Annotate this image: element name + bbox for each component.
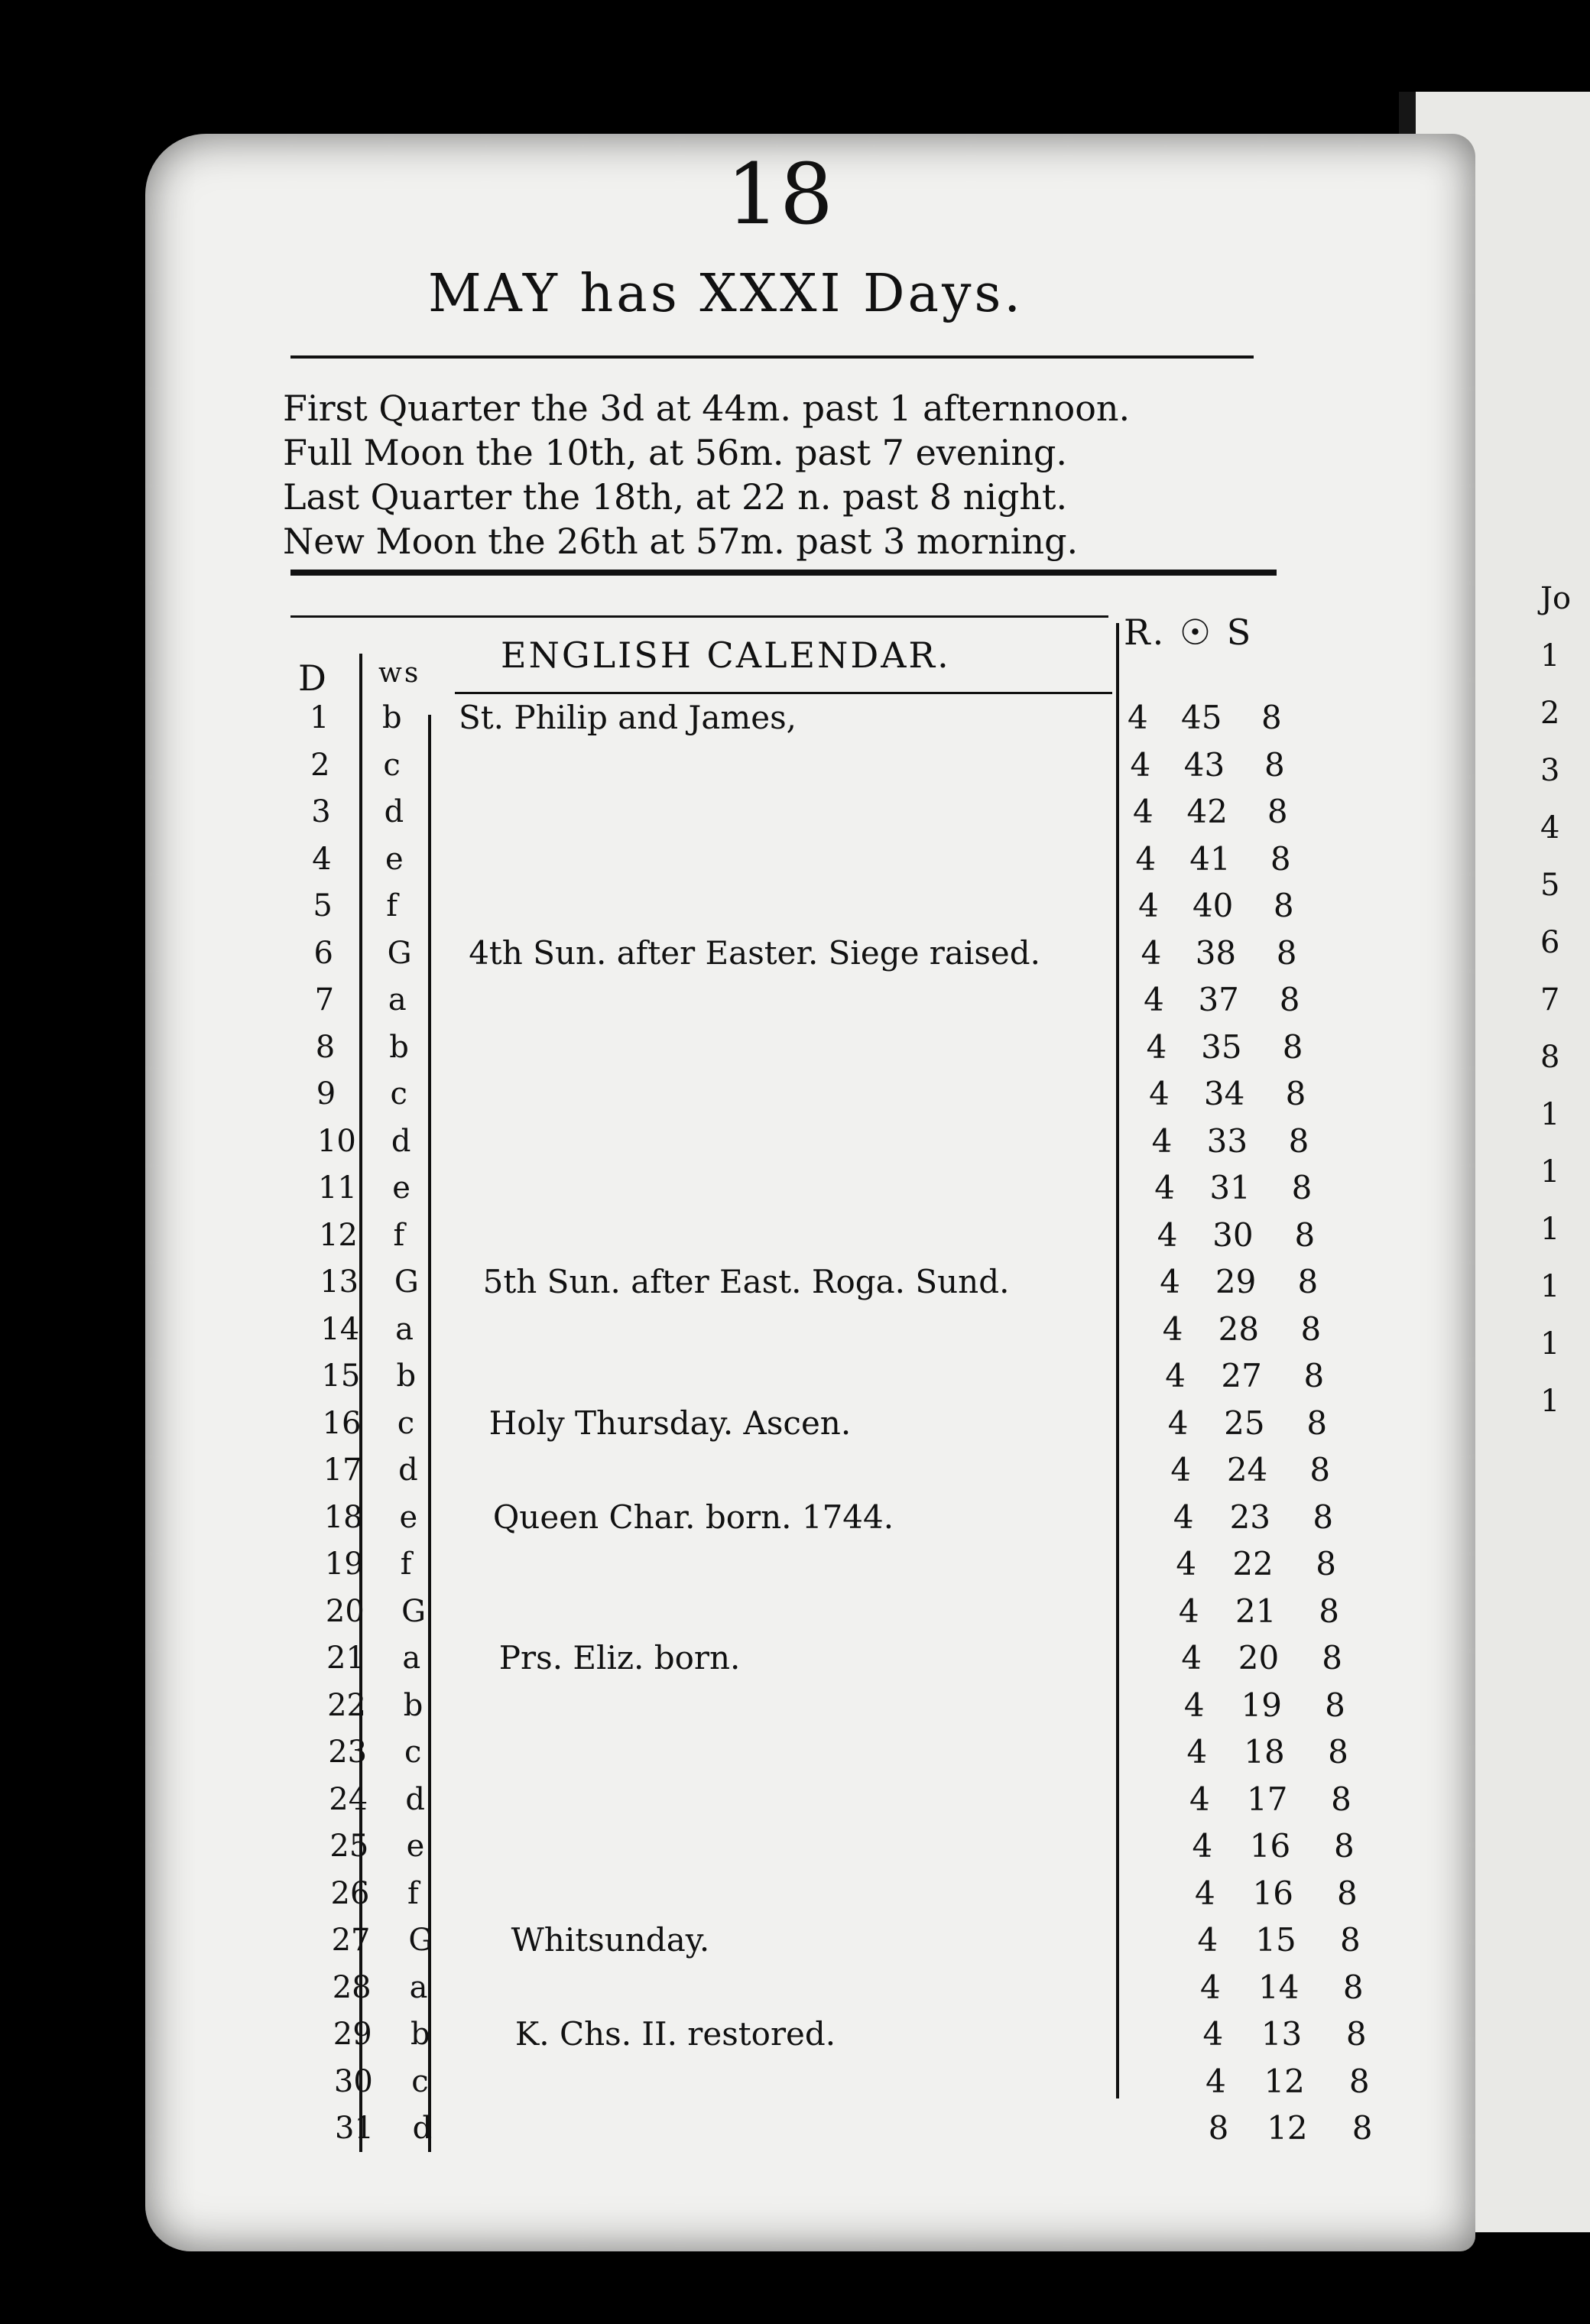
facing-page-fragment: 2: [1540, 696, 1560, 731]
sunrise-hour: 4: [1205, 2062, 1226, 2100]
event-text: Queen Char. born. 1744.: [492, 1498, 894, 1536]
sunrise-minutes: 27: [1221, 1357, 1262, 1394]
week-letter: G: [394, 1264, 419, 1300]
sunset-hour: 8: [1270, 839, 1291, 878]
sunrise-hour: 4: [1162, 1310, 1183, 1348]
sunrise-minutes: 23: [1229, 1498, 1271, 1536]
sunset-hour: 8: [1322, 1639, 1342, 1676]
day-number: 20: [325, 1593, 365, 1629]
day-number: 10: [316, 1123, 356, 1159]
sunset-hour: 8: [1352, 2109, 1373, 2147]
day-number: 7: [314, 982, 335, 1018]
sunset-hour: 8: [1328, 1733, 1348, 1771]
day-number: 9: [316, 1076, 336, 1112]
week-letter: b: [403, 1687, 423, 1723]
day-number: 15: [321, 1358, 361, 1394]
sunrise-minutes: 20: [1238, 1639, 1280, 1676]
sunset-hour: 8: [1319, 1592, 1339, 1630]
event-text: St. Philip and James,: [459, 699, 797, 736]
sunrise-hour: 4: [1186, 1733, 1208, 1771]
facing-page-fragment: 1: [1540, 1154, 1560, 1190]
sunrise-hour: 4: [1165, 1357, 1186, 1394]
sunrise-minutes: 33: [1206, 1121, 1248, 1160]
facing-page-fragment: 7: [1540, 982, 1560, 1018]
sunset-hour: 8: [1334, 1827, 1355, 1865]
day-number: 28: [332, 1969, 372, 2005]
facing-page-fragment: 1: [1540, 1212, 1560, 1247]
sunrise-hour: 4: [1138, 887, 1159, 924]
sunrise-hour: 4: [1170, 1451, 1192, 1488]
week-letter: f: [393, 1217, 405, 1253]
week-letter: e: [399, 1499, 418, 1535]
title-rule: [290, 355, 1254, 359]
sunrise-minutes: 31: [1209, 1169, 1251, 1206]
day-number: 6: [313, 935, 333, 971]
header-week: ws: [378, 657, 421, 689]
sunrise-minutes: 28: [1218, 1310, 1260, 1348]
week-letter: a: [402, 1641, 421, 1676]
week-letter: d: [398, 1452, 418, 1488]
day-number: 17: [323, 1452, 362, 1488]
week-letter: e: [406, 1829, 425, 1864]
event-text: Holy Thursday. Ascen.: [488, 1404, 852, 1442]
moon-phase-first-quarter: First Quarter the 3d at 44m. past 1 afternnoon.: [283, 388, 1131, 429]
sunrise-minutes: 19: [1241, 1686, 1282, 1724]
sunset-hour: 8: [1285, 1075, 1306, 1112]
sunrise-hour: 4: [1130, 745, 1151, 784]
sunrise-minutes: 34: [1203, 1075, 1245, 1112]
sunrise-minutes: 37: [1198, 981, 1239, 1018]
sunrise-minutes: 15: [1255, 1921, 1296, 1959]
day-number: 18: [323, 1499, 363, 1535]
day-number: 25: [329, 1829, 369, 1864]
day-number: 16: [322, 1405, 362, 1441]
day-number: 12: [319, 1217, 358, 1253]
sunset-hour: 8: [1342, 1968, 1364, 2006]
sunrise-hour: 4: [1141, 933, 1162, 972]
day-number: 31: [335, 2111, 374, 2146]
day-number: 27: [331, 1923, 371, 1958]
week-letter: c: [383, 747, 401, 783]
week-letter: f: [407, 1875, 419, 1911]
sunrise-hour: 4: [1135, 839, 1157, 878]
sunrise-minutes: 42: [1186, 793, 1228, 830]
sunrise-hour: 4: [1200, 1968, 1221, 2006]
header-calendar: ENGLISH CALENDAR.: [501, 635, 951, 676]
facing-page-fragment: Jo: [1540, 581, 1572, 616]
day-number: 29: [333, 2017, 372, 2052]
sunrise-minutes: 16: [1249, 1827, 1291, 1865]
sunrise-hour: 4: [1189, 1780, 1210, 1818]
sunrise-minutes: 25: [1224, 1404, 1265, 1442]
day-number: 8: [315, 1029, 336, 1065]
sunset-hour: 8: [1306, 1404, 1328, 1442]
week-letter: f: [400, 1547, 412, 1582]
event-text: Prs. Eliz. born.: [498, 1639, 741, 1676]
facing-page-fragment: 4: [1540, 810, 1560, 846]
sunrise-minutes: 30: [1212, 1216, 1254, 1254]
table-top-rule: [290, 570, 1277, 576]
week-letter: d: [391, 1123, 411, 1159]
day-number: 13: [320, 1264, 359, 1300]
facing-page-fragment: 1: [1540, 1326, 1560, 1362]
sunset-hour: 8: [1345, 2015, 1367, 2053]
week-letter: G: [387, 935, 412, 971]
sunset-hour: 8: [1300, 1310, 1322, 1348]
sunset-hour: 8: [1261, 699, 1282, 736]
sunset-hour: 8: [1325, 1686, 1345, 1724]
week-letter: d: [384, 794, 404, 829]
sunrise-hour: 4: [1192, 1827, 1213, 1865]
moon-phases: [283, 386, 1130, 563]
week-letter: c: [411, 2063, 429, 2099]
week-letter: a: [388, 982, 407, 1018]
day-number: 14: [320, 1311, 360, 1347]
sunset-hour: 8: [1348, 2062, 1370, 2100]
sunrise-minutes: 18: [1244, 1733, 1285, 1771]
sunrise-hour: 4: [1151, 1121, 1173, 1160]
sunrise-minutes: 17: [1247, 1780, 1288, 1818]
column-divider-calendar: [1116, 623, 1119, 2098]
day-number: 2: [310, 747, 330, 783]
sunrise-hour: 4: [1128, 699, 1148, 736]
sunrise-hour: 4: [1133, 793, 1154, 830]
sunrise-hour: 4: [1154, 1169, 1175, 1206]
day-number: 4: [312, 841, 332, 877]
moon-phase-last-quarter: Last Quarter the 18th, at 22 n. past 8 night.: [283, 476, 1068, 518]
week-letter: b: [382, 700, 402, 735]
sunset-hour: 8: [1273, 887, 1294, 924]
day-number: 24: [329, 1781, 368, 1817]
week-letter: f: [386, 888, 398, 923]
sunset-hour: 8: [1337, 1874, 1358, 1912]
sunset-hour: 8: [1331, 1780, 1352, 1818]
week-letter: a: [409, 1969, 428, 2005]
sunrise-hour: 8: [1208, 2109, 1229, 2147]
facing-page-fragment: 1: [1540, 638, 1560, 674]
sunrise-hour: 4: [1157, 1216, 1178, 1254]
day-number: 30: [333, 2063, 373, 2099]
sunset-hour: 8: [1313, 1498, 1334, 1536]
day-number: 5: [313, 888, 333, 923]
day-number: 1: [310, 700, 329, 735]
sunrise-hour: 4: [1202, 2015, 1224, 2053]
week-letter: a: [395, 1311, 414, 1347]
sunset-hour: 8: [1309, 1451, 1331, 1488]
sunset-hour: 8: [1276, 933, 1297, 972]
sunrise-hour: 4: [1183, 1686, 1205, 1724]
sunset-hour: 8: [1267, 793, 1288, 830]
day-number: 19: [324, 1547, 364, 1582]
event-text: 5th Sun. after East. Roga. Sund.: [482, 1263, 1010, 1300]
sunset-hour: 8: [1294, 1216, 1316, 1254]
sunrise-minutes: 12: [1267, 2109, 1308, 2147]
sunset-hour: 8: [1282, 1027, 1303, 1066]
sunset-hour: 8: [1264, 745, 1285, 784]
header-day: D: [298, 657, 329, 699]
sunrise-hour: 4: [1195, 1874, 1215, 1912]
page-title: MAY has XXXI Days.: [428, 264, 1024, 324]
sunrise-minutes: 38: [1195, 933, 1237, 972]
week-letter: b: [396, 1358, 417, 1394]
week-letter: G: [408, 1923, 433, 1958]
week-letter: d: [412, 2111, 433, 2146]
sunset-hour: 8: [1288, 1121, 1309, 1160]
sunrise-hour: 4: [1160, 1263, 1180, 1300]
header-underline: [455, 692, 1112, 694]
table-top-rule-thin: [290, 615, 1108, 618]
facing-page-fragment: 1: [1540, 1384, 1560, 1419]
sunrise-minutes: 24: [1226, 1451, 1268, 1488]
moon-phase-full-moon: Full Moon the 10th, at 56m. past 7 evening.: [283, 432, 1068, 473]
event-text: 4th Sun. after Easter. Siege raised.: [469, 933, 1041, 972]
sunrise-minutes: 35: [1201, 1027, 1242, 1066]
week-letter: b: [410, 2017, 430, 2052]
week-letter: e: [385, 841, 404, 877]
day-number: 23: [328, 1735, 368, 1770]
sunrise-minutes: 16: [1252, 1874, 1293, 1912]
day-number: 22: [327, 1687, 366, 1723]
sunrise-hour: 4: [1144, 981, 1164, 1018]
week-letter: c: [390, 1076, 407, 1112]
week-letter: b: [389, 1029, 409, 1065]
sunrise-hour: 4: [1173, 1498, 1194, 1536]
facing-page-fragment: 1: [1540, 1097, 1560, 1132]
week-letter: c: [397, 1405, 415, 1441]
sunrise-hour: 4: [1197, 1921, 1218, 1959]
sunrise-minutes: 41: [1189, 839, 1231, 878]
sunrise-hour: 4: [1167, 1404, 1189, 1442]
sunrise-minutes: 12: [1264, 2062, 1305, 2100]
sunset-hour: 8: [1339, 1921, 1361, 1959]
sunset-hour: 8: [1291, 1169, 1313, 1206]
event-text: Whitsunday.: [511, 1921, 710, 1959]
sunset-hour: 8: [1303, 1357, 1325, 1394]
sunrise-minutes: 40: [1192, 887, 1234, 924]
week-letter: e: [392, 1170, 410, 1206]
day-number: 11: [318, 1170, 357, 1206]
week-letter: d: [405, 1781, 425, 1817]
sunrise-minutes: 43: [1183, 745, 1225, 784]
week-letter: G: [401, 1593, 427, 1629]
sunrise-minutes: 22: [1232, 1545, 1274, 1582]
day-number: 26: [330, 1875, 370, 1911]
page-number: 18: [726, 145, 833, 243]
moon-phase-new-moon: New Moon the 26th at 57m. past 3 morning.: [283, 521, 1079, 562]
sunrise-hour: 4: [1176, 1545, 1197, 1582]
sunrise-minutes: 13: [1261, 2015, 1303, 2053]
sunset-hour: 8: [1279, 981, 1300, 1018]
sunrise-hour: 4: [1178, 1592, 1199, 1630]
day-number: 21: [326, 1641, 365, 1676]
day-number: 3: [311, 794, 331, 829]
facing-page-fragment: 3: [1540, 753, 1560, 788]
facing-page-fragment: 1: [1540, 1269, 1560, 1304]
header-sun: R. ☉ S: [1124, 612, 1254, 653]
sunrise-hour: 4: [1146, 1027, 1167, 1066]
sunrise-minutes: 29: [1215, 1263, 1257, 1300]
facing-page-fragment: 8: [1540, 1040, 1560, 1075]
facing-page-fragment: 6: [1540, 925, 1560, 960]
sunrise-minutes: 21: [1235, 1592, 1277, 1630]
sunrise-minutes: 45: [1181, 699, 1222, 736]
sunrise-hour: 4: [1149, 1075, 1170, 1112]
sunset-hour: 8: [1297, 1263, 1319, 1300]
week-letter: c: [404, 1735, 422, 1770]
event-text: K. Chs. II. restored.: [514, 2015, 836, 2053]
sunset-hour: 8: [1316, 1545, 1336, 1582]
facing-page-fragment: 5: [1540, 868, 1560, 903]
sunrise-hour: 4: [1181, 1639, 1202, 1676]
sunrise-minutes: 14: [1257, 1968, 1300, 2006]
